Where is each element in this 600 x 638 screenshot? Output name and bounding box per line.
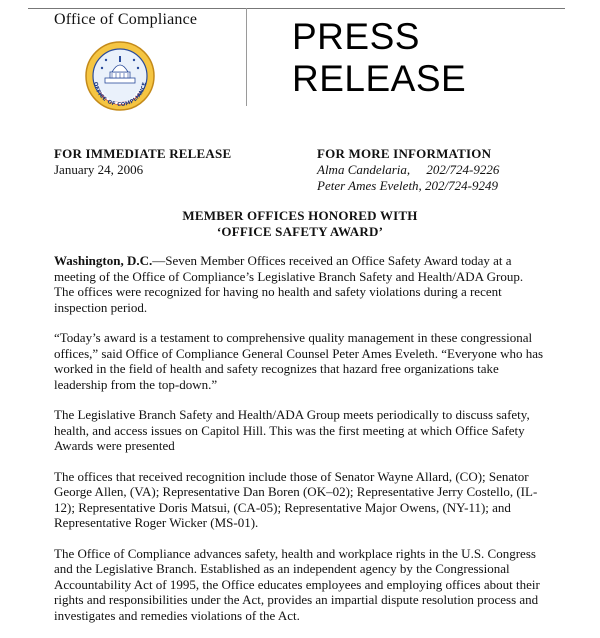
dateline: Washington, D.C. (54, 253, 153, 268)
headline (0, 208, 600, 240)
release-timing (54, 146, 231, 178)
header-top-rule (28, 8, 565, 9)
header-divider (246, 8, 247, 106)
paragraph-4: The offices that received recognition include those of Senator Wayne Allard, (CO); Senator George Allen, (VA); Representative Dan Boren (OK–02); Representative Jerry Costello, (IL-12); Representative Doris Matsui, (CA-05); Representative Major Owens, (NY-11); and Representative Roger Wicker (MS-01). (54, 468, 538, 530)
paragraph-2: “Today’s award is a testament to comprehensive quality management in these congressional offices,” said Office of Compliance General Counsel Peter Ames Eveleth. “Everyone who has worked in the field of health and safety recognizes that hazard free organizations take leadership from the top-down.” (54, 330, 544, 392)
title-line-1: PRESS (292, 16, 420, 57)
contact-2: Peter Ames Eveleth, 202/724-9249 (317, 178, 498, 193)
paragraph-3: The Legislative Branch Safety and Health/ADA Group meets periodically to discuss safety, health, and access issues on Capitol Hill. This was the first meeting at which Office Safety Awards were presented (54, 407, 530, 453)
office-of-compliance-seal (84, 40, 156, 112)
capitol-seal-icon (84, 40, 156, 112)
paragraph-1-text: —Seven Member Offices received an Office Safety Award today at a meeting of the Office of Compliance’s Legislative Branch Safety and Health/ADA Group. The offices were recognized for having no health and safety violations during a recent inspection period. (54, 253, 524, 315)
seal-text: OFFICE OF COMPLIANCE (92, 81, 148, 109)
headline-line-2: ‘OFFICE SAFETY AWARD’ (216, 224, 384, 239)
office-name: Office of Compliance (54, 11, 198, 28)
press-release-title (292, 16, 466, 100)
headline-line-1: MEMBER OFFICES HONORED WITH (182, 208, 418, 223)
immediate-release-label: FOR IMMEDIATE RELEASE (54, 146, 232, 161)
title-line-2: RELEASE (292, 58, 467, 99)
contact-info (317, 146, 499, 194)
paragraph-1 (54, 253, 546, 315)
release-body (54, 253, 546, 638)
contact-1: Alma Candelaria, 202/724-9226 (317, 162, 500, 177)
paragraph-5: The Office of Compliance advances safety, health and workplace rights in the U.S. Congress and the Legislative Branch. Established as an independent agency by the Congressional Accountability Act of 1995, the Office educates employees and employing offices about their rights and responsibilities under the Act, provides an impartial dispute resolution process and investigates and remedies violations of the Act. (54, 545, 540, 623)
release-date: January 24, 2006 (54, 162, 144, 177)
more-information-label: FOR MORE INFORMATION (317, 146, 492, 161)
